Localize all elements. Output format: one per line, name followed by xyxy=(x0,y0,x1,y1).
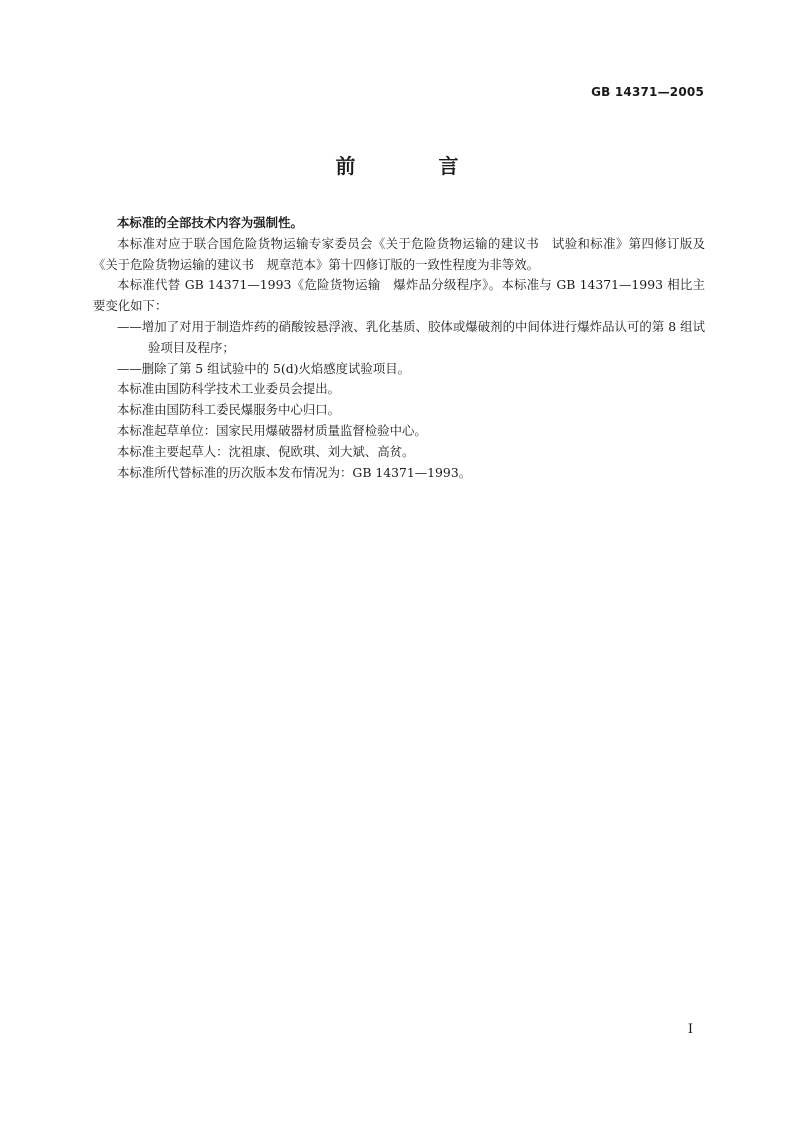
paragraph-drafters: 本标准主要起草人：沈祖康、倪欧琪、刘大斌、高贫。 xyxy=(117,443,415,459)
paragraph-drafting-unit: 本标准起草单位：国家民用爆破器材质量监督检验中心。 xyxy=(117,422,427,438)
paragraph-correspondence: 本标准对应于联合国危险货物运输专家委员会《关于危险货物运输的建议书 试验和标准》第四修订版及《关于危险货物运输的建议书 规章范本》第十四修订版的一致性程度为非等效。 xyxy=(93,235,705,272)
mandatory-statement: 本标准的全部技术内容为强制性。 xyxy=(117,215,303,230)
page-title: 前 言 xyxy=(335,154,497,178)
paragraph-administered-by: 本标准由国防科工委民爆服务中心归口。 xyxy=(117,402,341,418)
change-item-added: ——增加了对用于制造炸药的硝酸铵悬浮液、乳化基质、胶体或爆破剂的中间体进行爆炸品认可的第 8 组试验项目及程序； xyxy=(117,318,705,355)
paragraph-replacement: 本标准代替 GB 14371—1993《危险货物运输 爆炸品分级程序》。本标准与 GB 14371—1993 相比主要变化如下： xyxy=(93,277,705,314)
paragraph-previous-editions: 本标准所代替标准的历次版本发布情况为：GB 14371—1993。 xyxy=(117,464,472,480)
paragraph-proposed-by: 本标准由国防科学技术工业委员会提出。 xyxy=(117,381,341,397)
page-number: I xyxy=(687,1022,693,1037)
foreword-body xyxy=(93,213,705,483)
change-item-deleted: ——删除了第 5 组试验中的 5(d)火焰感度试验项目。 xyxy=(117,360,410,376)
standard-code: GB 14371—2005 xyxy=(591,85,704,99)
